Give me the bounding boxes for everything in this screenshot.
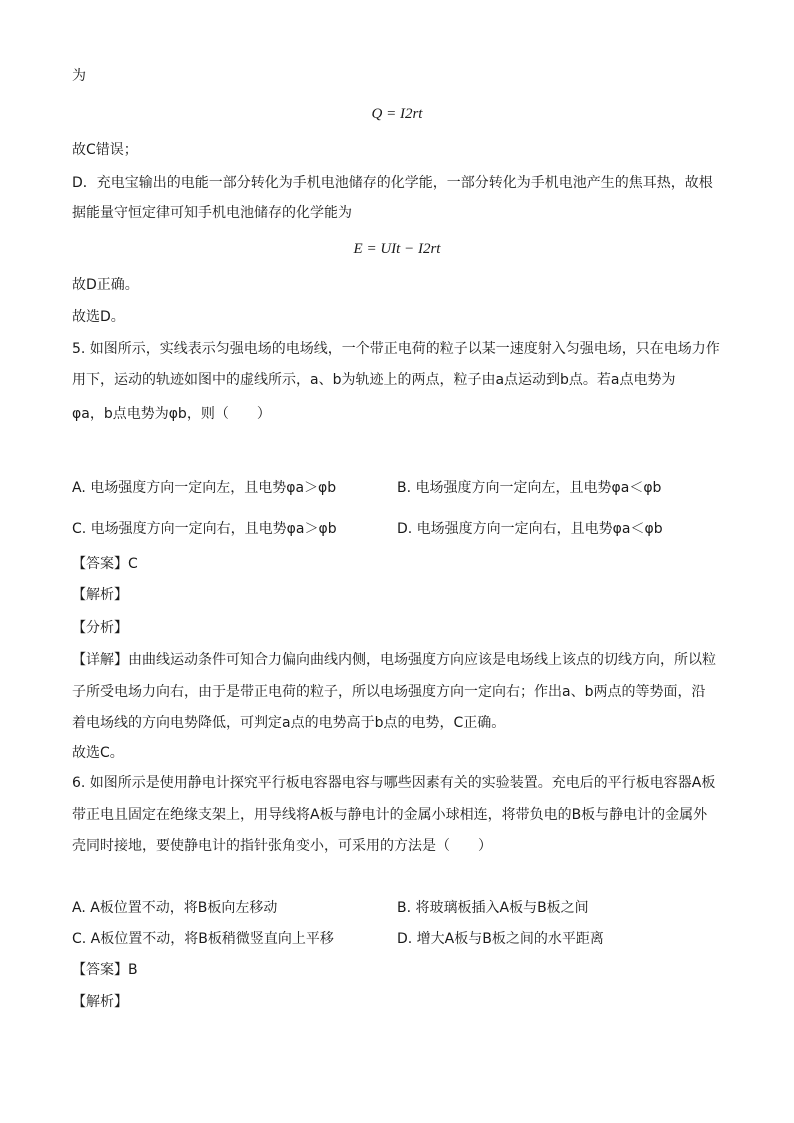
answer-6: 【答案】B bbox=[72, 962, 138, 978]
q6-option-b: B. 将玻璃板插入A板与B板之间 bbox=[397, 900, 589, 916]
question-5-stem: φa，b点电势为φb，则（ ） bbox=[72, 406, 271, 422]
answer-5: 【答案】C bbox=[72, 556, 138, 572]
selection-5: 故选C。 bbox=[72, 745, 124, 761]
question-6-stem: 带正电且固定在绝缘支架上，用导线将A板与静电计的金属小球相连，将带负电的B板与静电计的金属外 bbox=[72, 807, 708, 823]
analysis-heading: 【解析】 bbox=[72, 994, 128, 1010]
detail-text: 子所受电场力向右，由于是带正电荷的粒子，所以电场强度方向一定向右；作出a、b两点的等势面，沿 bbox=[72, 684, 706, 700]
q6-option-d: D. 增大A板与B板之间的水平距离 bbox=[397, 931, 604, 947]
detail-text: 【详解】由曲线运动条件可知合力偏向曲线内侧，电场强度方向应该是电场线上该点的切线方向，所以粒 bbox=[72, 652, 716, 668]
detail-text: 着电场线的方向电势降低，可判定a点的电势高于b点的电势，C正确。 bbox=[72, 715, 506, 731]
q6-option-c: C. A板位置不动，将B板稍微竖直向上平移 bbox=[72, 931, 334, 947]
formula-chemical-energy bbox=[0, 239, 794, 259]
question-5-stem: 5. 如图所示，实线表示匀强电场的电场线，一个带正电荷的粒子以某一速度射入匀强电场，只在电场力作 bbox=[72, 341, 720, 357]
q5-option-a: A. 电场强度方向一定向左，且电势φa＞φb bbox=[72, 480, 337, 496]
text-line: 故D正确。 bbox=[72, 277, 139, 293]
analysis-heading: 【解析】 bbox=[72, 587, 128, 603]
formula-text: Q = I2rt bbox=[371, 106, 423, 122]
text-line: 故C错误； bbox=[72, 142, 138, 158]
q5-option-b: B. 电场强度方向一定向左，且电势φa＜φb bbox=[397, 480, 662, 496]
text-line: D．充电宝输出的电能一部分转化为手机电池储存的化学能，一部分转化为手机电池产生的焦耳热，故根 bbox=[72, 175, 713, 191]
formula-joule-heat bbox=[0, 104, 794, 124]
q5-option-c: C. 电场强度方向一定向右，且电势φa＞φb bbox=[72, 521, 337, 537]
formula-text: E = UIt − I2rt bbox=[353, 241, 441, 257]
text-line: 据能量守恒定律可知手机电池储存的化学能为 bbox=[72, 205, 352, 221]
text-line: 故选D。 bbox=[72, 309, 125, 325]
q5-option-d: D. 电场强度方向一定向右，且电势φa＜φb bbox=[397, 521, 663, 537]
q6-option-a: A. A板位置不动，将B板向左移动 bbox=[72, 900, 278, 916]
question-6-stem: 壳同时接地，要使静电计的指针张角变小，可采用的方法是（ ） bbox=[72, 838, 492, 854]
question-6-stem: 6. 如图所示是使用静电计探究平行板电容器电容与哪些因素有关的实验装置。充电后的平行板电容器A板 bbox=[72, 775, 716, 791]
question-5-stem: 用下，运动的轨迹如图中的虚线所示，a、b为轨迹上的两点，粒子由a点运动到b点。若a点电势为 bbox=[72, 372, 676, 388]
text-line: 为 bbox=[72, 68, 86, 84]
analysis-subheading: 【分析】 bbox=[72, 620, 128, 636]
